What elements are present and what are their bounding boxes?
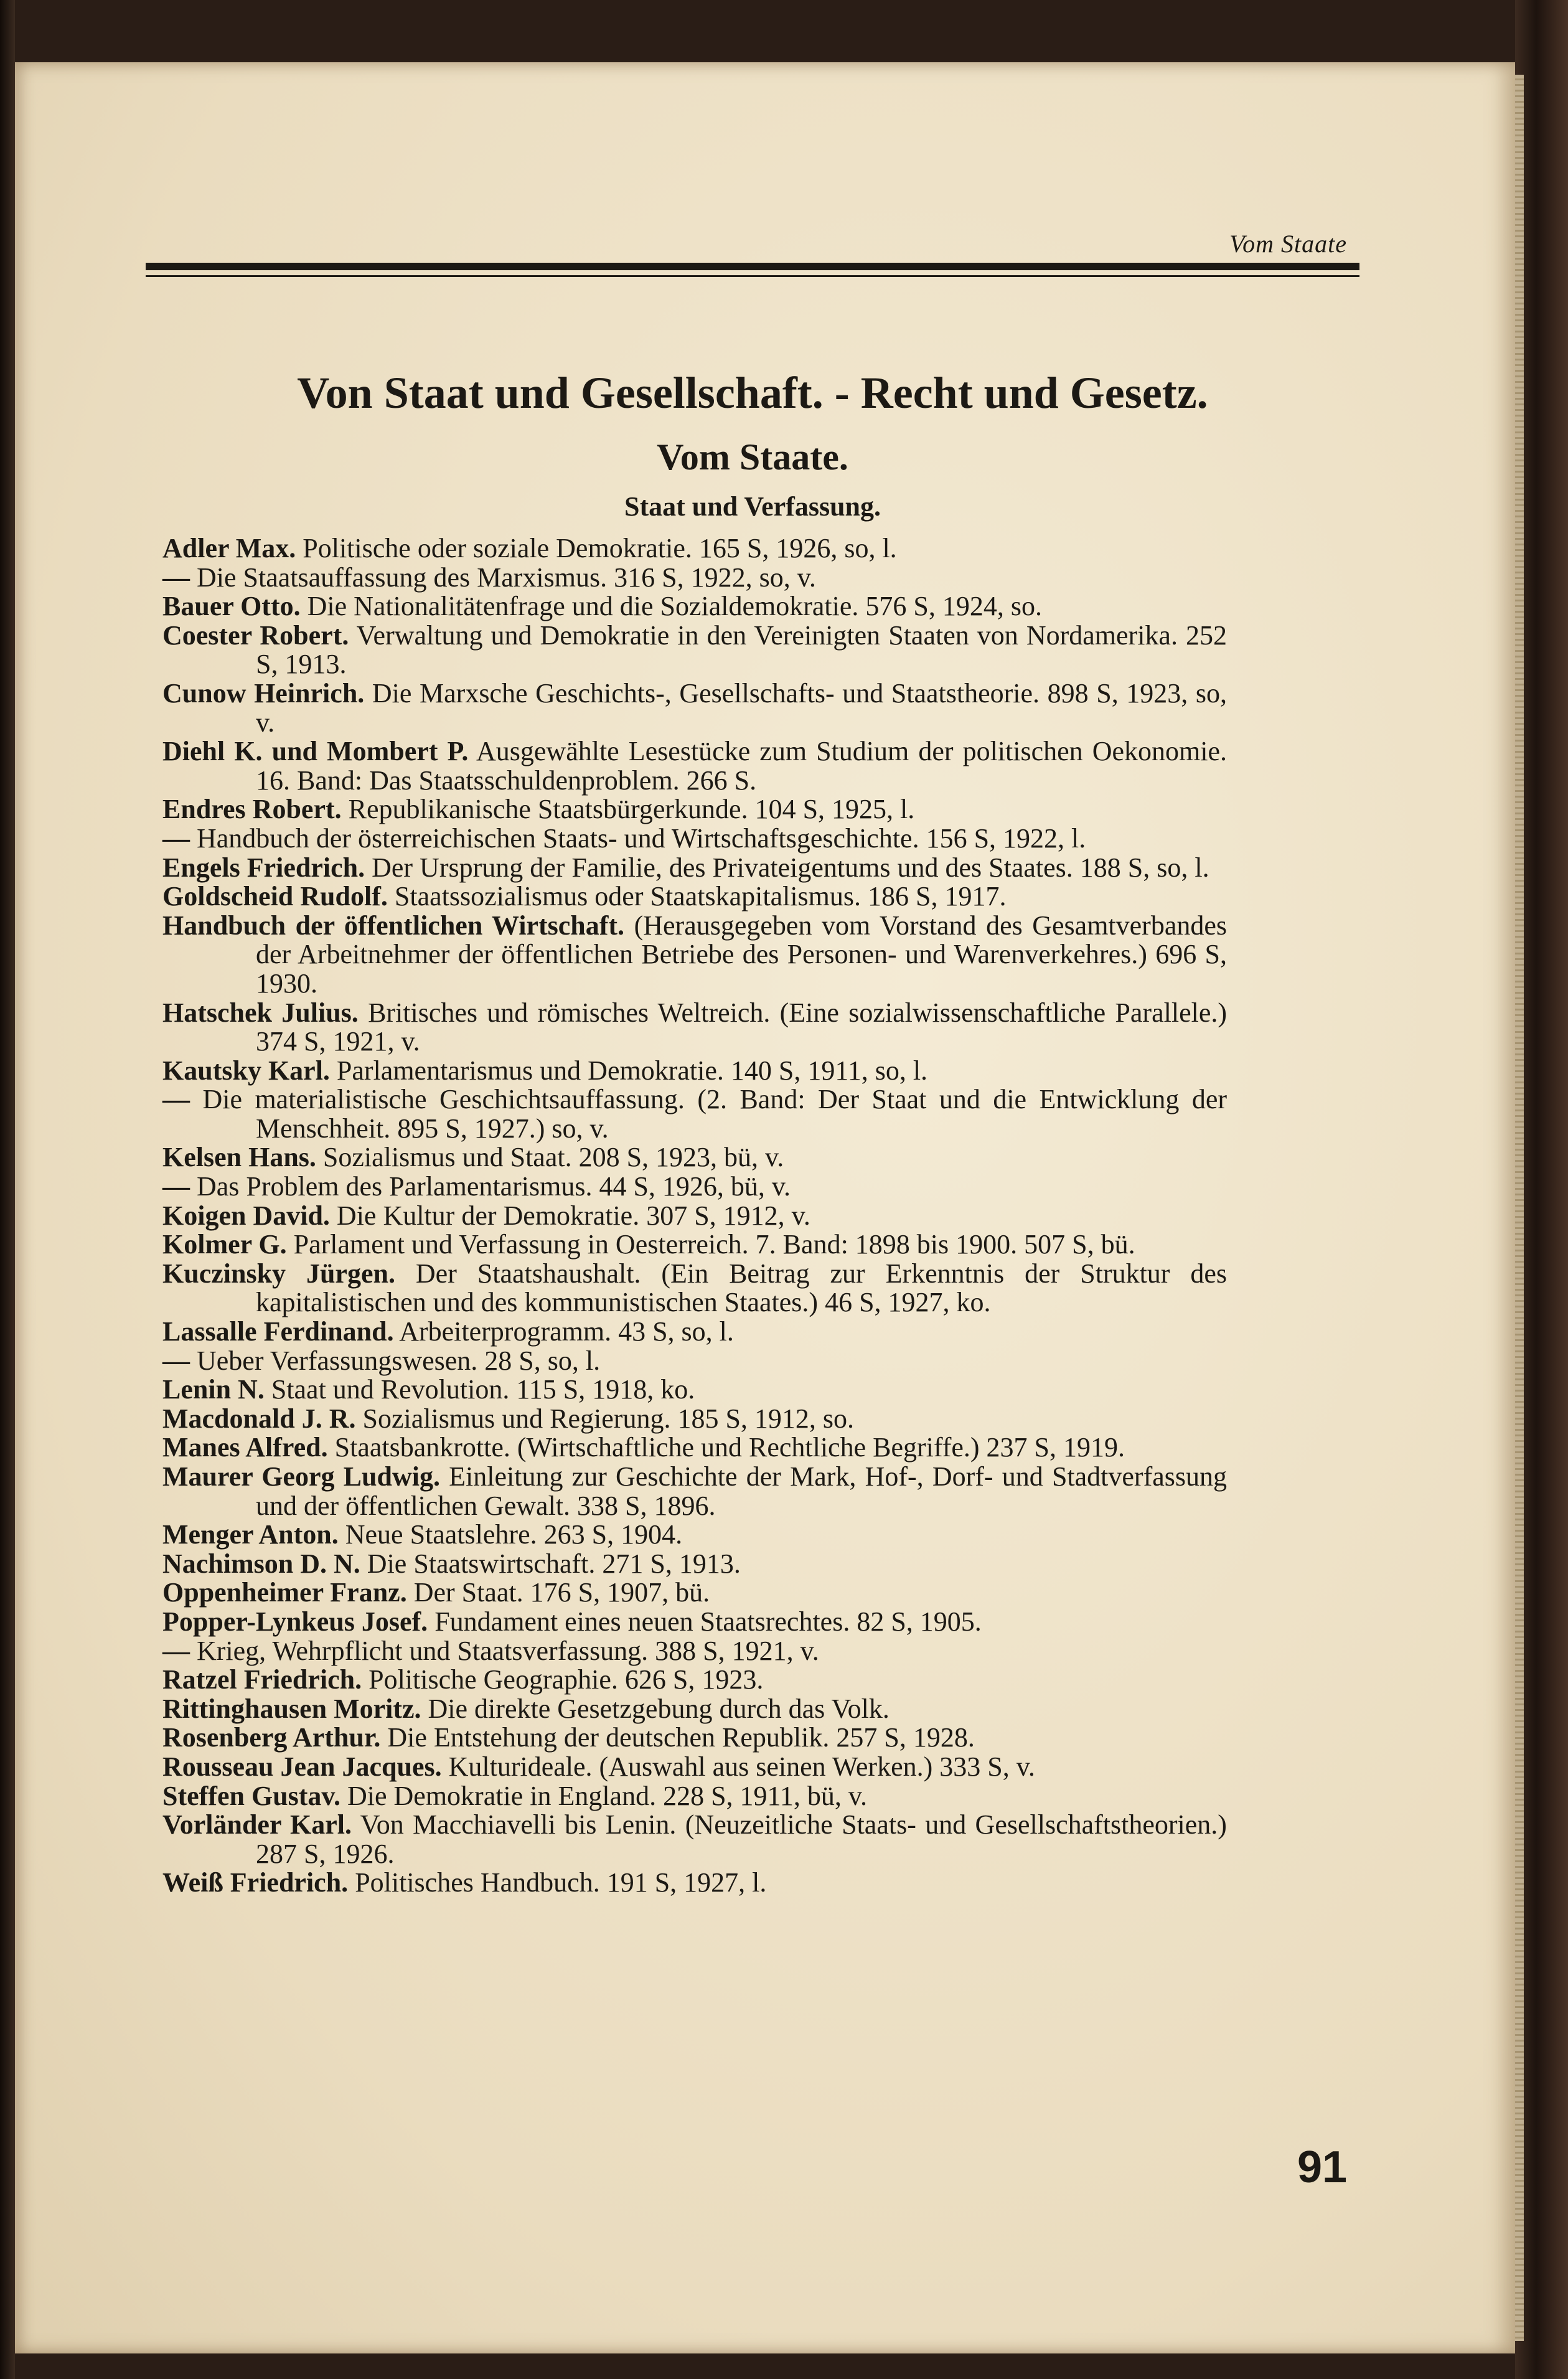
page-stack-edge [1515, 75, 1524, 2341]
entry-author: Kautsky Karl. [162, 1055, 330, 1086]
entry-text: Handbuch der österreichischen Staats- und Wirtschaftsgeschichte. 156 S, 1922, l. [197, 822, 1086, 854]
entry-text: Die Entstehung der deutschen Republik. 257 S, 1928. [387, 1722, 975, 1753]
entry-text: Krieg, Wehrpflicht und Staatsverfassung. 388 S, 1921, v. [197, 1635, 819, 1666]
bibliography-entry [162, 1578, 1227, 1608]
entry-author: Maurer Georg Ludwig. [162, 1461, 440, 1492]
entry-text: Das Problem des Parlamentarismus. 44 S, 1926, bü, v. [197, 1171, 791, 1202]
entry-author: Ratzel Friedrich. [162, 1664, 362, 1695]
bibliography-entry [162, 912, 1227, 999]
entry-author: Popper-Lynkeus Josef. [162, 1606, 428, 1637]
bibliography-list [162, 534, 1227, 1898]
entry-text: Der Staatshaushalt. (Ein Beitrag zur Erkenntnis der Struktur des kapitalistischen und des kommunistischen Staates.) 46 S, 1927, ko. [256, 1258, 1228, 1318]
bibliography-entry [162, 592, 1227, 621]
entry-author: — [162, 1171, 190, 1202]
entry-text: Staat und Revolution. 115 S, 1918, ko. [271, 1374, 695, 1405]
bibliography-entry [162, 1347, 1227, 1376]
bibliography-entry [162, 1260, 1227, 1317]
entry-text: (Herausgegeben vom Vorstand des Gesamtverbandes der Arbeitnehmer der öffentlichen Betriebe des Personen- und Warenverkehres.) 696 S, 1930. [256, 910, 1228, 999]
bibliography-entry [162, 1317, 1227, 1347]
entry-text: Einleitung zur Geschichte der Mark, Hof-, Dorf- und Stadtverfassung und der öffentlichen Gewalt. 338 S, 1896. [256, 1461, 1228, 1521]
book-edge-right [1515, 0, 1568, 2379]
entry-text: Neue Staatslehre. 263 S, 1904. [345, 1519, 683, 1550]
entry-author: Handbuch der öffentlichen Wirtschaft. [162, 910, 625, 941]
entry-text: Fundament eines neuen Staatsrechtes. 82 S, 1905. [434, 1606, 982, 1637]
page-number: 91 [1297, 2142, 1348, 2192]
entry-text: Von Macchiavelli bis Lenin. (Neuzeitliche Staats- und Gesellschaftstheorien.) 287 S, 1926. [256, 1809, 1227, 1869]
bibliography-entry [162, 1085, 1227, 1143]
entry-author: Steffen Gustav. [162, 1780, 340, 1811]
entry-author: Hatschek Julius. [162, 997, 359, 1028]
entry-author: Cunow Heinrich. [162, 677, 365, 709]
entry-text: Die Staatswirtschaft. 271 S, 1913. [367, 1548, 741, 1579]
entry-author: — [162, 1635, 190, 1666]
bibliography-entry [162, 1665, 1227, 1695]
entry-text: Arbeiterprogramm. 43 S, so, l. [399, 1316, 734, 1347]
entry-author: — [162, 822, 190, 854]
section-heading: Staat und Verfassung. [624, 491, 881, 522]
entry-author: Macdonald J. R. [162, 1403, 356, 1434]
bibliography-entry [162, 563, 1227, 593]
entry-text: Die direkte Gesetzgebung durch das Volk. [428, 1693, 890, 1724]
bibliography-entry [162, 795, 1227, 824]
bibliography-entry [162, 1433, 1227, 1463]
entry-author: Menger Anton. [162, 1519, 339, 1550]
book-binding-left [0, 0, 15, 2379]
entry-author: Oppenheimer Franz. [162, 1577, 407, 1608]
entry-author: Bauer Otto. [162, 591, 301, 622]
bibliography-entry [162, 1695, 1227, 1724]
entry-text: Republikanische Staatsbürgerkunde. 104 S, 1925, l. [348, 794, 915, 825]
entry-author: Lenin N. [162, 1374, 265, 1405]
entry-author: Goldscheid Rudolf. [162, 881, 388, 912]
bibliography-entry [162, 1057, 1227, 1086]
entry-text: Parlamentarismus und Demokratie. 140 S, 1911, so, l. [336, 1055, 928, 1086]
bibliography-entry [162, 621, 1227, 679]
entry-text: Die materialistische Geschichtsauffassung. (2. Band: Der Staat und die Entwicklung der Menschheit. 895 S, 1927.) so, v. [202, 1084, 1228, 1144]
bibliography-entry [162, 1520, 1227, 1550]
bibliography-entry [162, 1753, 1227, 1782]
entry-text: Die Kultur der Demokratie. 307 S, 1912, v. [336, 1200, 810, 1231]
entry-author: — [162, 562, 190, 593]
entry-text: Kulturideale. (Auswahl aus seinen Werken.) 333 S, v. [448, 1751, 1035, 1782]
bibliography-entry [162, 999, 1227, 1057]
entry-text: Parlament und Verfassung in Oesterreich. 7. Band: 1898 bis 1900. 507 S, bü. [293, 1229, 1135, 1260]
bibliography-entry [162, 1230, 1227, 1260]
bibliography-entry [162, 534, 1227, 563]
bibliography-entry [162, 1811, 1227, 1868]
entry-text: Staatssozialismus oder Staatskapitalismus. 186 S, 1917. [394, 881, 1007, 912]
bibliography-entry [162, 1550, 1227, 1579]
entry-author: Diehl K. und Mombert P. [162, 736, 469, 767]
chapter-subtitle: Vom Staate. [657, 436, 848, 478]
entry-author: Weiß Friedrich. [162, 1867, 349, 1898]
entry-text: Politische oder soziale Demokratie. 165 S, 1926, so, l. [303, 533, 897, 563]
entry-text: Ausgewählte Lesestücke zum Studium der politischen Oekonomie. 16. Band: Das Staatsschuldenproblem. 266 S. [256, 736, 1228, 796]
entry-text: Britisches und römisches Weltreich. (Eine sozialwissenschaftliche Parallele.) 374 S, 1921, v. [256, 997, 1227, 1057]
entry-author: Rousseau Jean Jacques. [162, 1751, 442, 1782]
running-head: Vom Staate [1229, 230, 1347, 258]
header-rule-thick [146, 263, 1359, 270]
entry-author: Lassalle Ferdinand. [162, 1316, 394, 1347]
entry-author: Rosenberg Arthur. [162, 1722, 381, 1753]
entry-author: — [162, 1084, 190, 1115]
entry-text: Die Staatsauffassung des Marxismus. 316 S, 1922, so, v. [197, 562, 816, 593]
bibliography-entry [162, 1608, 1227, 1637]
entry-author: Kolmer G. [162, 1229, 287, 1260]
bibliography-entry [162, 1637, 1227, 1666]
entry-text: Die Marxsche Geschichts-, Gesellschafts- und Staatstheorie. 898 S, 1923, so, v. [256, 677, 1228, 738]
entry-author: Manes Alfred. [162, 1432, 328, 1463]
entry-author: Nachimson D. N. [162, 1548, 360, 1579]
entry-author: Engels Friedrich. [162, 852, 365, 883]
bibliography-entry [162, 737, 1227, 795]
bibliography-entry [162, 1143, 1227, 1172]
entry-text: Der Staat. 176 S, 1907, bü. [413, 1577, 710, 1608]
bibliography-entry [162, 1405, 1227, 1434]
book-page [15, 62, 1515, 2353]
entry-text: Die Nationalitätenfrage und die Sozialdemokratie. 576 S, 1924, so. [307, 591, 1042, 622]
entry-author: — [162, 1345, 190, 1376]
entry-text: Staatsbankrotte. (Wirtschaftliche und Rechtliche Begriffe.) 237 S, 1919. [334, 1432, 1125, 1463]
entry-text: Politische Geographie. 626 S, 1923. [369, 1664, 764, 1695]
bibliography-entry [162, 1202, 1227, 1231]
entry-text: Politisches Handbuch. 191 S, 1927, l. [355, 1867, 767, 1898]
entry-text: Der Ursprung der Familie, des Privateigentums und des Staates. 188 S, so, l. [372, 852, 1209, 883]
bibliography-entry [162, 882, 1227, 912]
entry-author: Koigen David. [162, 1200, 330, 1231]
entry-text: Sozialismus und Staat. 208 S, 1923, bü, v. [322, 1142, 784, 1173]
entry-text: Sozialismus und Regierung. 185 S, 1912, so. [362, 1403, 855, 1434]
entry-text: Verwaltung und Demokratie in den Vereinigten Staaten von Nordamerika. 252 S, 1913. [256, 619, 1227, 680]
bibliography-entry [162, 679, 1227, 737]
bibliography-entry [162, 1375, 1227, 1405]
bibliography-entry [162, 1868, 1227, 1898]
entry-author: Kuczinsky Jürgen. [162, 1258, 395, 1289]
bibliography-entry [162, 1782, 1227, 1811]
entry-author: Kelsen Hans. [162, 1142, 316, 1173]
entry-text: Die Demokratie in England. 228 S, 1911, bü, v. [347, 1780, 868, 1811]
bibliography-entry [162, 1463, 1227, 1520]
page-title: Von Staat und Gesellschaft. - Recht und Gesetz. [297, 368, 1208, 418]
entry-author: Vorländer Karl. [162, 1809, 352, 1840]
bibliography-entry [162, 1172, 1227, 1202]
header-rule-thin [146, 275, 1359, 277]
entry-author: Adler Max. [162, 533, 296, 563]
bibliography-entry [162, 854, 1227, 883]
bibliography-entry [162, 824, 1227, 854]
entry-author: Endres Robert. [162, 794, 342, 825]
entry-text: Ueber Verfassungswesen. 28 S, so, l. [197, 1345, 601, 1376]
entry-author: Rittinghausen Moritz. [162, 1693, 421, 1724]
entry-author: Coester Robert. [162, 619, 349, 651]
bibliography-entry [162, 1723, 1227, 1753]
